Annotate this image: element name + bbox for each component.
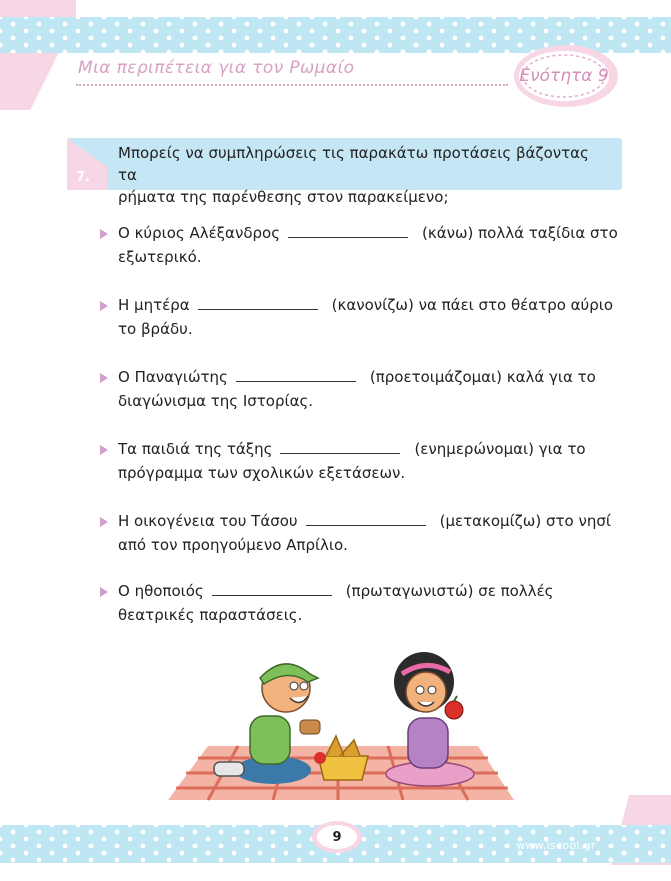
fill-in-blank[interactable] xyxy=(212,583,332,596)
sentence-line-1 xyxy=(118,368,596,392)
sentence-end: για το xyxy=(538,440,586,458)
picnic-basket xyxy=(314,736,368,780)
boy-character xyxy=(214,664,320,784)
sentence-line-2: το βράδυ. xyxy=(118,320,193,338)
sentence-end: πολλά ταξίδια στο xyxy=(478,224,618,242)
sentence-line-1 xyxy=(118,296,613,320)
sentence-start: Τα παιδιά της τάξης xyxy=(118,440,273,458)
page-number-badge xyxy=(311,820,363,854)
fill-in-blank[interactable] xyxy=(288,225,408,238)
fill-in-blank[interactable] xyxy=(198,297,318,310)
page-title: Μια περιπέτεια για τον Ρωμαίο xyxy=(78,58,355,78)
sentence-line-2: πρόγραμμα των σχολικών εξετάσεων. xyxy=(118,464,406,482)
instruction-line-1: Μπορείς να συμπληρώσεις τις παρακάτω προτάσεις βάζοντας τα xyxy=(118,144,589,184)
sentence-verb: (κάνω) xyxy=(422,224,474,242)
sentence-line-1 xyxy=(118,582,553,606)
sentence-line-1 xyxy=(118,440,586,464)
bullet-arrow-icon xyxy=(100,229,108,239)
title-dotted-underline xyxy=(76,84,508,86)
sentence-line-2: από τον προηγούμενο Απρίλιο. xyxy=(118,536,348,554)
bullet-arrow-icon xyxy=(100,373,108,383)
sentence-verb: (ενημερώνομαι) xyxy=(414,440,534,458)
sentence-start: Η μητέρα xyxy=(118,296,190,314)
sentence-line-1 xyxy=(118,512,611,536)
unit-badge xyxy=(508,40,620,112)
sentence-end: να πάει στο θέατρο αύριο xyxy=(418,296,614,314)
exercise-instruction xyxy=(118,142,608,208)
website-link[interactable]: www.iscool.gr xyxy=(516,839,596,852)
exercise-number: 7. xyxy=(76,170,90,185)
picnic-children-illustration xyxy=(168,638,518,804)
bullet-arrow-icon xyxy=(100,517,108,527)
sentence-line-2: διαγώνισμα της Ιστορίας. xyxy=(118,392,314,410)
sentence-start: Ο ηθοποιός xyxy=(118,582,204,600)
sentence-start: Ο κύριος Αλέξανδρος xyxy=(118,224,280,242)
bullet-arrow-icon xyxy=(100,587,108,597)
sentence-end: σε πολλές xyxy=(478,582,554,600)
sentence-end: στο νησί xyxy=(546,512,611,530)
instruction-line-2: ρήματα της παρένθεσης στον παρακείμενο; xyxy=(118,188,449,206)
sentence-line-2: θεατρικές παραστάσεις. xyxy=(118,606,303,624)
fill-in-blank[interactable] xyxy=(280,441,400,454)
girl-character xyxy=(386,652,474,786)
sentence-start: Ο Παναγιώτης xyxy=(118,368,228,386)
sentence-line-1 xyxy=(118,224,618,248)
sentence-verb: (μετακομίζω) xyxy=(439,512,542,530)
fill-in-blank[interactable] xyxy=(236,369,356,382)
page-number: 9 xyxy=(332,829,342,845)
fill-in-blank[interactable] xyxy=(306,513,426,526)
bullet-arrow-icon xyxy=(100,445,108,455)
sentence-line-2: εξωτερικό. xyxy=(118,248,202,266)
sentence-start: Η οικογένεια του Τάσου xyxy=(118,512,298,530)
unit-label: Ενότητα 9 xyxy=(519,66,609,86)
bullet-arrow-icon xyxy=(100,301,108,311)
sentence-verb: (κανονίζω) xyxy=(331,296,414,314)
sentence-verb: (πρωταγωνιστώ) xyxy=(345,582,474,600)
sentence-end: καλά για το xyxy=(506,368,596,386)
sentence-verb: (προετοιμάζομαι) xyxy=(369,368,502,386)
